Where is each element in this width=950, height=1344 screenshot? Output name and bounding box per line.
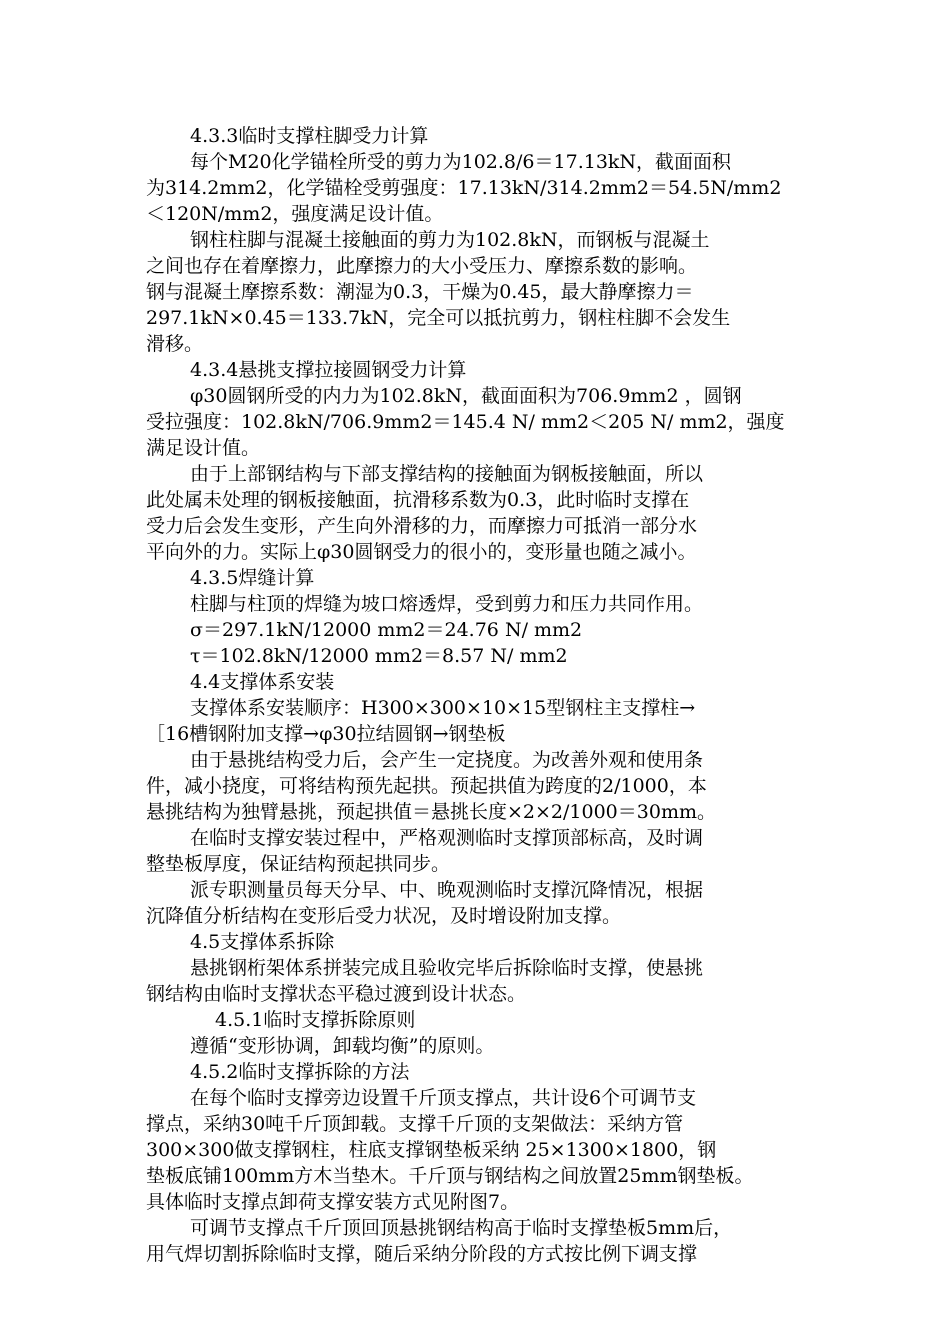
paragraph-line: 撑点，采纳30吨千斤顶卸载。支撑千斤顶的支架做法：采纳方管 [146, 1113, 684, 1135]
paragraph-line: 悬挑结构为独臂悬挑，预起拱值＝悬挑长度×2×2/1000＝30mm。 [146, 801, 716, 823]
paragraph-line: 钢柱柱脚与混凝土接触面的剪力为102.8kN，而钢板与混凝土 [190, 229, 710, 251]
paragraph-line: 支撑体系安装顺序：H300×300×10×15型钢柱主支撑柱→ [190, 697, 696, 719]
paragraph-line: 滑移。 [146, 333, 204, 355]
paragraph-line: 之间也存在着摩擦力，此摩擦力的大小受压力、摩擦系数的影响。 [146, 255, 698, 277]
paragraph-line: 满足设计值。 [146, 437, 261, 459]
section-heading-4-3-5: 4.3.5焊缝计算 [190, 567, 315, 589]
section-heading-4-5-2: 4.5.2临时支撑拆除的方法 [190, 1061, 410, 1083]
paragraph-line: 平向外的力。实际上φ30圆钢受力的很小的，变形量也随之减小。 [146, 541, 697, 563]
paragraph-line: 悬挑钢桁架体系拼装完成且验收完毕后拆除临时支撑，使悬挑 [190, 957, 704, 979]
paragraph-line: 钢结构由临时支撑状态平稳过渡到设计状态。 [146, 983, 527, 1005]
paragraph-line: 受力后会发生变形，产生向外滑移的力，而摩擦力可抵消一部分水 [146, 515, 698, 537]
paragraph-line: 件，减小挠度，可将结构预先起拱。预起拱值为跨度的2/1000，本 [146, 775, 707, 797]
paragraph-line: 遵循“变形协调，卸载均衡”的原则。 [190, 1035, 495, 1057]
paragraph-line: 沉降值分析结构在变形后受力状况，及时增设附加支撑。 [146, 905, 622, 927]
paragraph-line: 柱脚与柱顶的焊缝为坡口熔透焊，受到剪力和压力共同作用。 [190, 593, 704, 615]
paragraph-line: 可调节支撑点千斤顶回顶悬挑钢结构高于临时支撑垫板5mm后， [190, 1217, 733, 1239]
paragraph-line: 整垫板厚度，保证结构预起拱同步。 [146, 853, 451, 875]
paragraph-line: 受拉强度：102.8kN/706.9mm2＝145.4 N/ mm2＜205 N/ mm2，强度 [146, 411, 785, 433]
paragraph-line: 297.1kN×0.45＝133.7kN，完全可以抵抗剪力，钢柱柱脚不会发生 [146, 307, 731, 329]
section-heading-4-4: 4.4支撑体系安装 [190, 671, 335, 693]
paragraph-line: 300×300做支撑钢柱，柱底支撑钢垫板采纳 25×1300×1800，钢 [146, 1139, 717, 1161]
paragraph-line: 钢与混凝土摩擦系数：潮湿为0.3，干燥为0.45，最大静摩擦力＝ [146, 281, 694, 303]
paragraph-line: ＜120N/mm2，强度满足设计值。 [146, 203, 444, 225]
paragraph-line: 由于悬挑结构受力后，会产生一定挠度。为改善外观和使用条 [190, 749, 704, 771]
paragraph-line: 在每个临时支撑旁边设置千斤顶支撑点，共计设6个可调节支 [190, 1087, 697, 1109]
paragraph-line: 在临时支撑安装过程中，严格观测临时支撑顶部标高，及时调 [190, 827, 704, 849]
paragraph-line: ［16槽钢附加支撑→φ30拉结圆钢→钢垫板 [146, 723, 506, 745]
paragraph-line: 垫板底铺100mm方木当垫木。千斤顶与钢结构之间放置25mm钢垫板。 [146, 1165, 754, 1187]
formula-line: σ＝297.1kN/12000 mm2＝24.76 N/ mm2 [190, 619, 583, 641]
section-heading-4-5-1: 4.5.1临时支撑拆除原则 [215, 1009, 416, 1031]
paragraph-line: 派专职测量员每天分早、中、晚观测临时支撑沉降情况，根据 [190, 879, 704, 901]
formula-line: τ＝102.8kN/12000 mm2＝8.57 N/ mm2 [190, 645, 568, 667]
paragraph-line: 用气焊切割拆除临时支撑，随后采纳分阶段的方式按比例下调支撑 [146, 1243, 698, 1265]
paragraph-line: 为314.2mm2，化学锚栓受剪强度：17.13kN/314.2mm2＝54.5N/mm2 [146, 177, 782, 199]
section-heading-4-5: 4.5支撑体系拆除 [190, 931, 335, 953]
section-heading-4-3-3: 4.3.3临时支撑柱脚受力计算 [190, 125, 429, 147]
paragraph-line: 具体临时支撑点卸荷支撑安装方式见附图7。 [146, 1191, 520, 1213]
paragraph-line: 每个M20化学锚栓所受的剪力为102.8/6＝17.13kN，截面面积 [190, 151, 732, 173]
paragraph-line: φ30圆钢所受的内力为102.8kN，截面面积为706.9mm2 ，圆钢 [190, 385, 742, 407]
section-heading-4-3-4: 4.3.4悬挑支撑拉接圆钢受力计算 [190, 359, 467, 381]
paragraph-line: 此处属未处理的钢板接触面，抗滑移系数为0.3，此时临时支撑在 [146, 489, 690, 511]
paragraph-line: 由于上部钢结构与下部支撑结构的接触面为钢板接触面，所以 [190, 463, 704, 485]
